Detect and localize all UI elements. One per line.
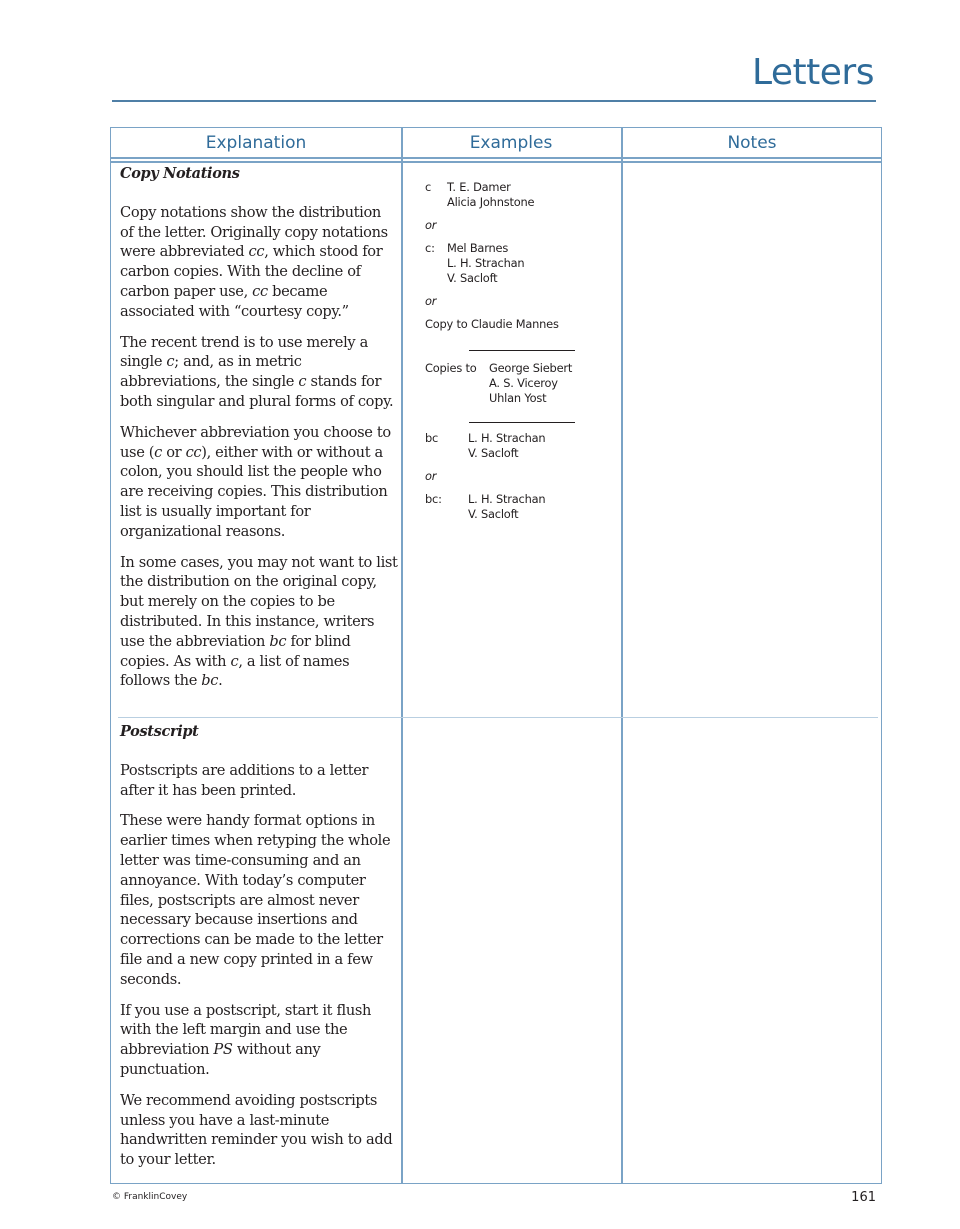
example-separator (469, 350, 575, 351)
text-run: These were handy format options in earlier times when retyping the whole letter was time-consuming and an annoyance. With today’s computer files, postscripts are almost never necessary because insertions and corrections can be made to the letter file and a new copy printed in a few seconds. (120, 812, 391, 988)
text-run: . (218, 672, 223, 690)
italic-term: cc (248, 243, 265, 261)
postscript-section (120, 722, 398, 1181)
example-label (425, 256, 447, 271)
column-divider (621, 128, 623, 1183)
example-row (425, 431, 615, 446)
column-header-explanation: Explanation (205, 133, 307, 153)
text-run: In some cases, you may not want to list the distribution on the original copy, but merely on the copies to be distributed. In this instance, writers use the abbreviation (120, 553, 398, 650)
page-title: Letters (751, 52, 874, 93)
text-run: ), either with or without a colon, you should list the people who are receiving copies. This distribution list is usually important for organizational reasons. (120, 443, 388, 540)
example-or: or (425, 218, 437, 232)
text-run: ; and, as in metric abbreviations, the single (120, 353, 302, 391)
text-run: The recent trend is to use merely a single (120, 333, 368, 371)
example-label (425, 446, 468, 461)
example-block (425, 180, 615, 210)
recipient-name: Mel Barnes (447, 241, 509, 255)
recipient-name: V. Sacloft (468, 507, 519, 521)
italic-term: bc (269, 632, 287, 650)
section-body (120, 761, 398, 1170)
example-label: c: (425, 241, 435, 255)
paragraph (120, 761, 398, 801)
text-run: , a list of names follows the (120, 652, 350, 690)
paragraph (120, 1091, 398, 1170)
paragraph (120, 423, 398, 542)
page-number: 161 (851, 1190, 876, 1205)
copy-notations-section (120, 164, 398, 702)
text-run: for blind copies. As with (120, 632, 351, 670)
example-row (425, 446, 615, 461)
italic-term: c (166, 353, 175, 371)
paragraph (120, 203, 398, 322)
section-title: Postscript (120, 723, 199, 740)
recipient-name: A. S. Viceroy (489, 376, 558, 390)
column-header-examples: Examples (469, 133, 553, 153)
example-block (425, 492, 615, 522)
example-row (425, 492, 615, 507)
copyright: © FranklinCovey (112, 1192, 188, 1202)
recipient-name: L. H. Strachan (468, 492, 546, 506)
text-run: , which stood for carbon copies. With the decline of carbon paper use, (120, 243, 383, 300)
example-label (425, 507, 468, 522)
row-divider (118, 717, 878, 718)
example-label: c (425, 180, 432, 194)
text-run: If you use a postscript, start it flush with the left margin and use the abbreviation (120, 1001, 372, 1059)
section-body (120, 203, 398, 691)
recipient-name: L. H. Strachan (447, 256, 525, 270)
example-or: or (425, 469, 437, 483)
text-run: without any punctuation. (120, 1041, 321, 1078)
example-separator (469, 422, 575, 423)
example-row (425, 391, 615, 406)
recipient-name: T. E. Damer (447, 180, 511, 194)
example-label (425, 195, 447, 210)
italic-term: PS (213, 1041, 233, 1059)
paragraph (120, 333, 398, 412)
example-label: bc (425, 431, 439, 445)
example-label (425, 271, 447, 286)
paragraph (120, 1001, 398, 1080)
example-row (425, 361, 615, 376)
example-line: Copy to Claudie Mannes (425, 317, 559, 331)
recipient-name: Uhlan Yost (489, 391, 547, 405)
example-row (425, 271, 615, 286)
content-table (110, 127, 882, 1184)
text-run: Copy notations show the distribution of the letter. Originally copy notations were abbreviated (120, 203, 388, 261)
text-run: or (161, 443, 186, 461)
italic-term: cc (252, 282, 268, 300)
example-label (425, 391, 489, 406)
example-label: bc: (425, 492, 442, 506)
column-divider (401, 128, 403, 1183)
title-rule (112, 100, 876, 102)
paragraph (120, 811, 398, 989)
section-title: Copy Notations (120, 165, 240, 182)
paragraph (120, 553, 398, 692)
recipient-name: Alicia Johnstone (447, 195, 535, 209)
example-row (425, 241, 615, 256)
italic-term: cc (185, 443, 202, 461)
example-row (425, 507, 615, 522)
text-run: Whichever abbreviation you choose to use ( (120, 423, 391, 461)
text-run: Postscripts are additions to a letter after it has been printed. (120, 761, 369, 799)
column-header-notes: Notes (727, 133, 777, 153)
example-block (425, 241, 615, 286)
recipient-name: V. Sacloft (468, 446, 519, 460)
example-row (425, 376, 615, 391)
example-label (425, 376, 489, 391)
text-run: became associated with “courtesy copy.” (120, 282, 349, 320)
example-row (425, 195, 615, 210)
text-run: stands for both singular and plural forms of copy. (120, 373, 394, 410)
example-row (425, 256, 615, 271)
italic-term: c (230, 652, 239, 670)
example-block (425, 431, 615, 461)
example-or: or (425, 294, 437, 308)
examples-column (425, 180, 615, 522)
italic-term: c (154, 443, 162, 461)
header-rule (111, 157, 881, 159)
recipient-name: V. Sacloft (447, 271, 498, 285)
example-row (425, 180, 615, 195)
header-rule (111, 161, 881, 163)
italic-term: c (298, 373, 307, 391)
recipient-name: George Siebert (489, 361, 573, 375)
text-run: We recommend avoiding postscripts unless you have a last-minute handwritten reminder you wish to add to your letter. (120, 1091, 393, 1169)
italic-term: bc (201, 672, 219, 690)
example-label: Copies to (425, 361, 477, 375)
example-block (425, 361, 615, 406)
recipient-name: L. H. Strachan (468, 431, 546, 445)
